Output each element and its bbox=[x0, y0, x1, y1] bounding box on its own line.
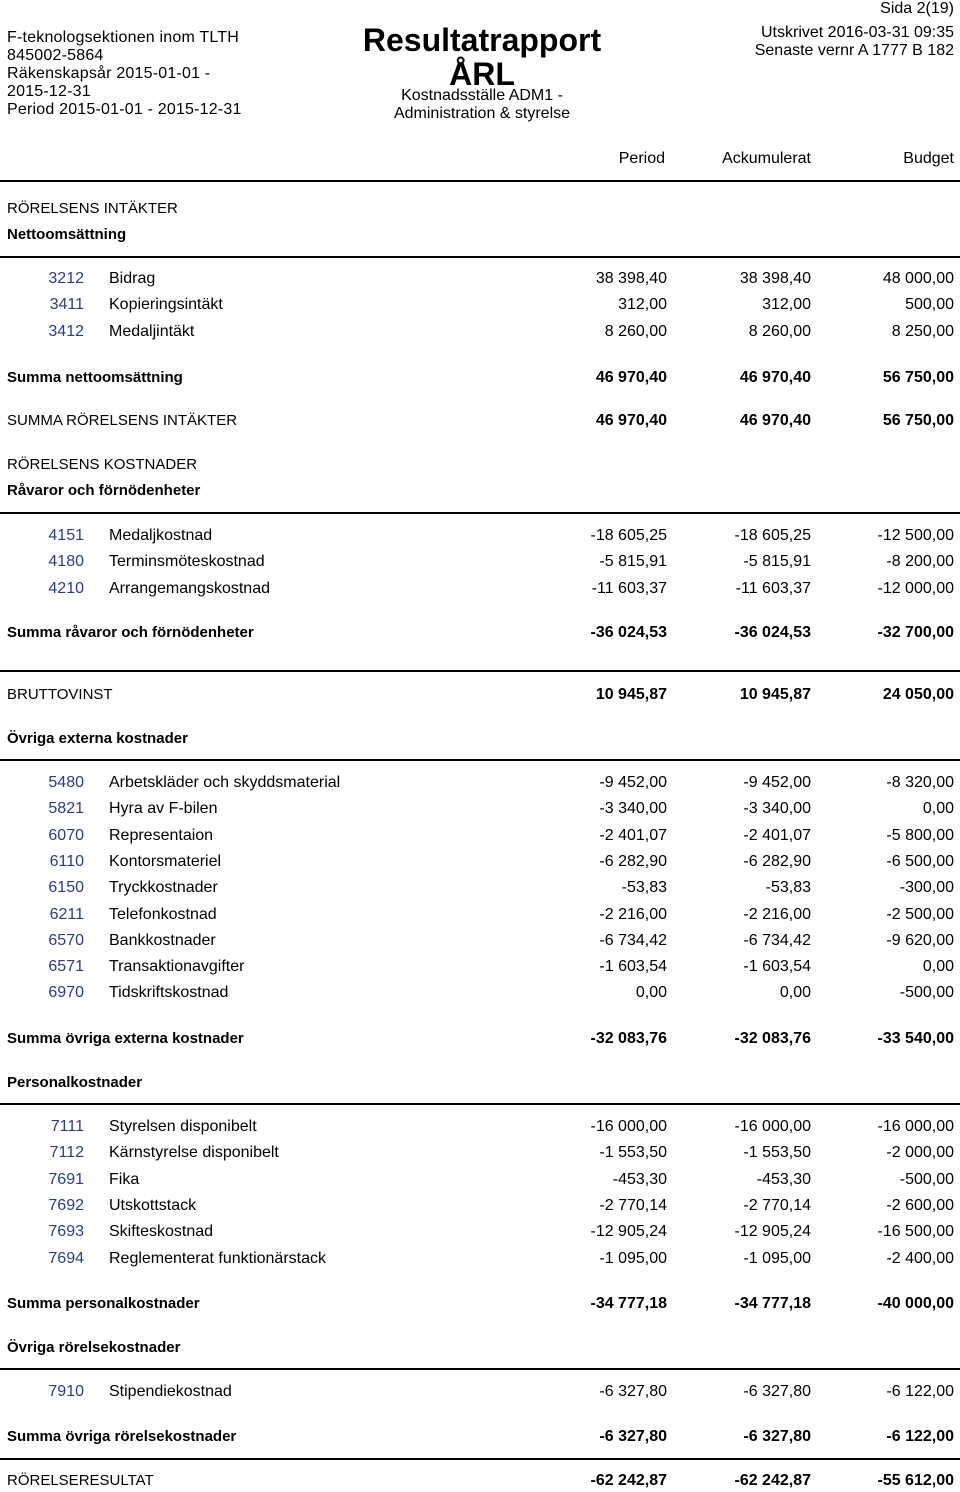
sum-accumulated: -34 777,18 bbox=[734, 1295, 811, 1312]
sum-period: -34 777,18 bbox=[590, 1295, 667, 1312]
amount-budget: -12 500,00 bbox=[877, 527, 954, 544]
account-name: Bankkostnader bbox=[109, 931, 216, 949]
group-heading-materials: Råvaror och förnödenheter bbox=[7, 482, 201, 499]
account-name: Kärnstyrelse disponibelt bbox=[109, 1144, 279, 1162]
sum-budget: 56 750,00 bbox=[882, 369, 954, 386]
operating-result-budget: -55 612,00 bbox=[877, 1472, 954, 1489]
account-name: Transaktionavgifter bbox=[109, 958, 245, 976]
sum-label: SUMMA RÖRELSENS INTÄKTER bbox=[7, 412, 238, 429]
sum-period: 46 970,40 bbox=[595, 369, 667, 386]
cost-center-line-2: Administration & styrelse bbox=[393, 105, 571, 122]
sum-accumulated: -6 327,80 bbox=[743, 1428, 811, 1445]
amount-period: -1 095,00 bbox=[599, 1249, 667, 1267]
column-header-budget: Budget bbox=[903, 150, 954, 167]
page-number: Sida 2(19) bbox=[880, 0, 954, 17]
amount-accumulated: -6 327,80 bbox=[743, 1383, 811, 1400]
amount-budget: -2 000,00 bbox=[886, 1144, 954, 1162]
amount-period: -1 603,54 bbox=[599, 958, 667, 976]
account-name: Skifteskostnad bbox=[109, 1223, 214, 1241]
amount-budget: -500,00 bbox=[899, 984, 954, 1002]
account-name: Styrelsen disponibelt bbox=[109, 1118, 257, 1135]
account-number: 6570 bbox=[48, 931, 84, 949]
sum-period: -32 083,76 bbox=[590, 1030, 667, 1047]
operating-result-accumulated: -62 242,87 bbox=[734, 1472, 811, 1489]
amount-accumulated: -12 905,24 bbox=[734, 1223, 811, 1241]
report-title: Resultatrapport bbox=[362, 22, 602, 58]
amount-budget: -8 320,00 bbox=[886, 774, 954, 791]
amount-budget: -12 000,00 bbox=[877, 579, 954, 597]
organization-number: 845002-5864 bbox=[7, 47, 104, 64]
amount-budget: 8 250,00 bbox=[891, 322, 954, 340]
account-name: Medaljkostnad bbox=[109, 527, 213, 544]
amount-budget: -6 500,00 bbox=[886, 852, 954, 870]
sum-accumulated: 46 970,40 bbox=[739, 412, 811, 429]
amount-budget: -6 122,00 bbox=[886, 1383, 954, 1400]
group-divider bbox=[0, 512, 960, 514]
amount-accumulated: -2 216,00 bbox=[743, 905, 811, 923]
amount-period: -12 905,24 bbox=[590, 1223, 667, 1241]
sum-budget: -33 540,00 bbox=[877, 1030, 954, 1047]
amount-accumulated: -2 401,07 bbox=[743, 826, 811, 844]
amount-accumulated: -11 603,37 bbox=[735, 579, 811, 597]
account-number: 6211 bbox=[49, 905, 84, 923]
amount-accumulated: -3 340,00 bbox=[743, 800, 811, 818]
amount-period: 312,00 bbox=[618, 296, 667, 314]
account-name: Hyra av F-bilen bbox=[109, 800, 218, 818]
sum-period: -36 024,53 bbox=[590, 624, 667, 641]
amount-accumulated: 8 260,00 bbox=[748, 322, 811, 340]
sum-budget: -40 000,00 bbox=[877, 1295, 954, 1312]
last-voucher-number: Senaste vernr A 1777 B 182 bbox=[754, 42, 954, 59]
sum-accumulated: -32 083,76 bbox=[734, 1030, 811, 1047]
group-heading-personnel: Personalkostnader bbox=[7, 1074, 143, 1091]
account-name: Arrangemangskostnad bbox=[109, 579, 270, 597]
amount-budget: 0,00 bbox=[922, 958, 954, 976]
column-header-period: Period bbox=[618, 150, 665, 167]
amount-period: -5 815,91 bbox=[599, 553, 667, 571]
account-name: Fika bbox=[109, 1170, 140, 1188]
account-number: 3412 bbox=[48, 322, 84, 340]
sum-label: Summa råvaror och förnödenheter bbox=[7, 624, 254, 641]
amount-budget: -2 600,00 bbox=[886, 1196, 954, 1214]
section-heading-income: RÖRELSENS INTÄKTER bbox=[7, 200, 178, 217]
amount-accumulated: -1 553,50 bbox=[743, 1144, 811, 1162]
amount-budget: -500,00 bbox=[899, 1170, 954, 1188]
account-number: 7694 bbox=[48, 1249, 84, 1267]
gross-profit-divider bbox=[0, 670, 960, 672]
amount-accumulated: -18 605,25 bbox=[734, 527, 811, 544]
amount-period: -3 340,00 bbox=[599, 800, 667, 818]
amount-period: -9 452,00 bbox=[599, 774, 667, 791]
account-number: 4180 bbox=[48, 553, 84, 571]
account-number: 5480 bbox=[48, 774, 84, 791]
amount-accumulated: 38 398,40 bbox=[739, 270, 811, 287]
account-name: Medaljintäkt bbox=[109, 322, 195, 340]
gross-profit-budget: 24 050,00 bbox=[882, 686, 954, 703]
sum-accumulated: 46 970,40 bbox=[739, 369, 811, 386]
amount-budget: 0,00 bbox=[922, 800, 954, 818]
period-range: Period 2015-01-01 - 2015-12-31 bbox=[7, 101, 242, 118]
sum-label: Summa personalkostnader bbox=[7, 1295, 200, 1312]
sum-budget: -32 700,00 bbox=[877, 624, 954, 641]
amount-period: -18 605,25 bbox=[590, 527, 667, 544]
sum-label: Summa övriga externa kostnader bbox=[7, 1030, 244, 1047]
operating-result-period: -62 242,87 bbox=[590, 1472, 667, 1489]
gross-profit-period: 10 945,87 bbox=[595, 686, 667, 703]
sum-accumulated: -36 024,53 bbox=[734, 624, 811, 641]
group-heading-other-operating: Övriga rörelsekostnader bbox=[7, 1339, 181, 1356]
column-header-accumulated: Ackumulerat bbox=[722, 150, 811, 167]
group-heading-external: Övriga externa kostnader bbox=[7, 730, 188, 747]
cost-center-line-1: Kostnadsställe ADM1 - bbox=[401, 87, 563, 104]
amount-budget: -2 500,00 bbox=[886, 905, 954, 923]
amount-period: -2 401,07 bbox=[599, 826, 667, 844]
amount-period: 8 260,00 bbox=[604, 322, 667, 340]
sum-budget: 56 750,00 bbox=[882, 412, 954, 429]
amount-budget: 500,00 bbox=[905, 296, 954, 314]
amount-period: -453,30 bbox=[612, 1170, 667, 1188]
amount-period: -11 603,37 bbox=[591, 579, 667, 597]
account-name: Terminsmöteskostnad bbox=[109, 553, 265, 571]
sum-budget: -6 122,00 bbox=[886, 1428, 954, 1445]
amount-accumulated: -2 770,14 bbox=[743, 1196, 811, 1214]
account-name: Utskottstack bbox=[109, 1196, 197, 1214]
group-divider bbox=[0, 256, 960, 258]
account-number: 4151 bbox=[48, 527, 84, 544]
sum-period: -6 327,80 bbox=[599, 1428, 667, 1445]
account-number: 7693 bbox=[48, 1223, 84, 1241]
account-number: 4210 bbox=[48, 579, 84, 597]
gross-profit-accumulated: 10 945,87 bbox=[739, 686, 811, 703]
account-number: 6150 bbox=[48, 879, 84, 897]
amount-accumulated: -1 603,54 bbox=[743, 958, 811, 976]
account-number: 7691 bbox=[48, 1170, 84, 1188]
amount-accumulated: -9 452,00 bbox=[743, 774, 811, 791]
amount-budget: -2 400,00 bbox=[886, 1249, 954, 1267]
organization-name: F-teknologsektionen inom TLTH bbox=[7, 29, 239, 46]
group-divider bbox=[0, 759, 960, 761]
header-divider bbox=[0, 180, 960, 182]
account-number: 3212 bbox=[48, 270, 84, 287]
amount-budget: -9 620,00 bbox=[886, 931, 954, 949]
account-number: 5821 bbox=[48, 800, 84, 818]
fiscal-year-line-2: 2015-12-31 bbox=[7, 83, 91, 100]
account-name: Reglementerat funktionärstack bbox=[109, 1249, 326, 1267]
account-name: Representaion bbox=[109, 826, 214, 844]
account-name: Kopieringsintäkt bbox=[109, 296, 223, 314]
account-number: 6970 bbox=[48, 984, 84, 1002]
amount-budget: -16 000,00 bbox=[877, 1118, 954, 1135]
amount-period: -2 216,00 bbox=[599, 905, 667, 923]
operating-result-divider bbox=[0, 1458, 960, 1460]
amount-period: -1 553,50 bbox=[599, 1144, 667, 1162]
account-number: 7111 bbox=[50, 1118, 84, 1135]
account-number: 3411 bbox=[49, 296, 84, 314]
amount-period: -6 327,80 bbox=[599, 1383, 667, 1400]
group-divider bbox=[0, 1103, 960, 1105]
amount-period: -6 282,90 bbox=[599, 852, 667, 870]
account-number: 6110 bbox=[49, 852, 84, 870]
amount-period: 38 398,40 bbox=[595, 270, 667, 287]
account-name: Bidrag bbox=[109, 270, 156, 287]
amount-period: -2 770,14 bbox=[599, 1196, 667, 1214]
amount-accumulated: -5 815,91 bbox=[743, 553, 811, 571]
amount-period: -6 734,42 bbox=[599, 931, 667, 949]
account-number: 7692 bbox=[48, 1196, 84, 1214]
amount-budget: -16 500,00 bbox=[877, 1223, 954, 1241]
amount-budget: -8 200,00 bbox=[886, 553, 954, 571]
amount-budget: -5 800,00 bbox=[886, 826, 954, 844]
amount-accumulated: 0,00 bbox=[779, 984, 811, 1002]
account-name: Telefonkostnad bbox=[109, 905, 217, 923]
account-name: Kontorsmateriel bbox=[109, 852, 222, 870]
account-number: 7112 bbox=[49, 1144, 84, 1162]
sum-period: 46 970,40 bbox=[595, 412, 667, 429]
sum-label: Summa övriga rörelsekostnader bbox=[7, 1428, 237, 1445]
account-number: 6571 bbox=[48, 958, 84, 976]
sum-label: Summa nettoomsättning bbox=[7, 369, 183, 386]
amount-budget: -300,00 bbox=[899, 879, 954, 897]
account-name: Arbetskläder och skyddsmaterial bbox=[109, 774, 341, 791]
amount-accumulated: -6 734,42 bbox=[743, 931, 811, 949]
account-name: Tidskriftskostnad bbox=[109, 984, 229, 1002]
amount-accumulated: -453,30 bbox=[756, 1170, 811, 1188]
report-subtitle: ÅRL bbox=[449, 56, 515, 92]
amount-accumulated: -1 095,00 bbox=[743, 1249, 811, 1267]
amount-period: 0,00 bbox=[635, 984, 667, 1002]
section-heading-costs: RÖRELSENS KOSTNADER bbox=[7, 456, 198, 473]
amount-accumulated: 312,00 bbox=[762, 296, 811, 314]
printed-timestamp: Utskrivet 2016-03-31 09:35 bbox=[761, 24, 954, 41]
account-number: 7910 bbox=[48, 1383, 84, 1400]
operating-result-label: RÖRELSERESULTAT bbox=[7, 1472, 154, 1489]
group-heading-net-sales: Nettoomsättning bbox=[7, 226, 127, 243]
gross-profit-label: BRUTTOVINST bbox=[7, 686, 113, 703]
amount-period: -16 000,00 bbox=[590, 1118, 667, 1135]
account-name: Tryckkostnader bbox=[109, 879, 218, 897]
amount-accumulated: -6 282,90 bbox=[743, 852, 811, 870]
account-number: 6070 bbox=[48, 826, 84, 844]
account-name: Stipendiekostnad bbox=[109, 1383, 232, 1400]
fiscal-year-line-1: Räkenskapsår 2015-01-01 - bbox=[7, 65, 211, 82]
amount-accumulated: -53,83 bbox=[765, 879, 811, 897]
amount-accumulated: -16 000,00 bbox=[734, 1118, 811, 1135]
group-divider bbox=[0, 1368, 960, 1370]
amount-budget: 48 000,00 bbox=[882, 270, 954, 287]
amount-period: -53,83 bbox=[621, 879, 667, 897]
